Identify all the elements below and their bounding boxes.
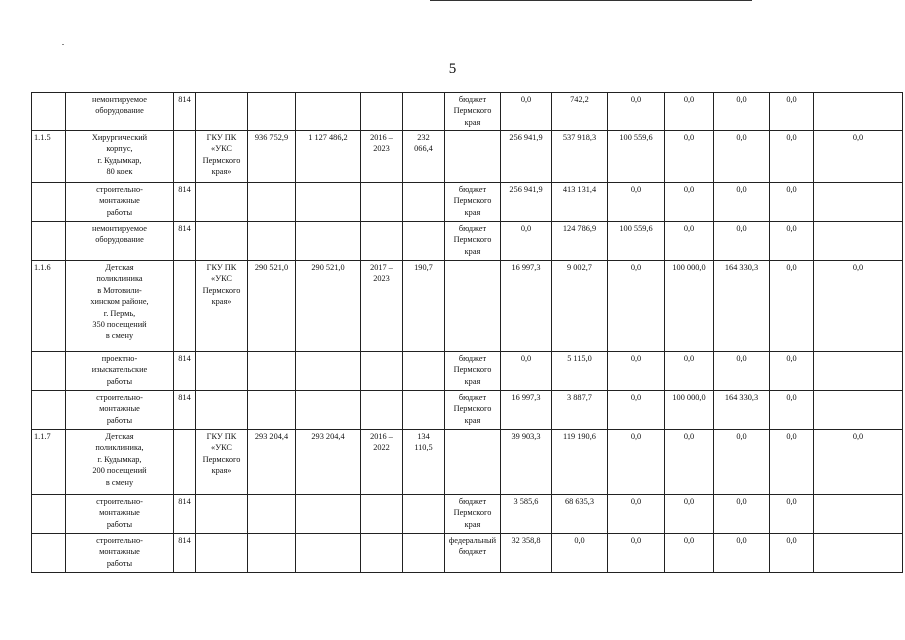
table-row-subitem [32,534,903,573]
cell-value-year-2: 9 002,7 [552,261,608,352]
cell-funding-source: бюджет Пермского края [445,222,501,261]
cell-value-year-5: 0,0 [714,93,770,131]
cell-value-year-3: 0,0 [608,495,665,534]
table-row-subitem [32,352,903,391]
cell-remaining [403,222,445,261]
cell-cost-with-vat: 290 521,0 [296,261,361,352]
cell-item-number: 1.1.6 [32,261,66,352]
cell-value-year-1: 0,0 [501,222,552,261]
cell-value-year-2: 119 190,6 [552,430,608,495]
cell-value-year-4: 100 000,0 [665,391,714,430]
cell-value-year-3: 0,0 [608,183,665,222]
cell-value-year-5: 0,0 [714,495,770,534]
cell-cost-with-vat [296,93,361,131]
cell-customer [196,352,248,391]
cell-value-total [814,495,903,534]
cell-cost-with-vat [296,391,361,430]
cell-period [361,534,403,573]
table-row-subitem [32,222,903,261]
cell-value-year-2: 68 635,3 [552,495,608,534]
cell-value-year-4: 0,0 [665,430,714,495]
header-rule [430,0,752,1]
cell-estimated-cost: 936 752,9 [248,131,296,183]
cell-value-total [814,183,903,222]
cell-grbs-code: 814 [174,183,196,222]
cell-value-year-3: 100 559,6 [608,222,665,261]
cell-estimated-cost: 293 204,4 [248,430,296,495]
cell-value-year-3: 100 559,6 [608,131,665,183]
cell-object-name: немонтируемое оборудование [66,222,174,261]
cell-item-number: 1.1.5 [32,131,66,183]
cell-value-total [814,222,903,261]
cell-item-number [32,352,66,391]
cell-value-year-2: 5 115,0 [552,352,608,391]
cell-value-year-4: 0,0 [665,93,714,131]
cell-remaining [403,352,445,391]
table-row-object [32,261,903,352]
cell-item-number: 1.1.7 [32,430,66,495]
cell-value-year-1: 16 997,3 [501,261,552,352]
table-row-object [32,430,903,495]
cell-value-year-3: 0,0 [608,430,665,495]
cell-period [361,93,403,131]
cell-value-year-1: 256 941,9 [501,183,552,222]
cell-value-year-3: 0,0 [608,391,665,430]
cell-grbs-code [174,261,196,352]
cell-value-year-6: 0,0 [770,131,814,183]
cell-value-total: 0,0 [814,430,903,495]
cell-remaining: 232 066,4 [403,131,445,183]
cell-value-year-1: 32 358,8 [501,534,552,573]
cell-cost-with-vat [296,222,361,261]
page-number: 5 [448,61,457,77]
cell-grbs-code [174,131,196,183]
cell-period [361,391,403,430]
cell-value-year-5: 164 330,3 [714,261,770,352]
cell-funding-source [445,131,501,183]
table-row-object [32,131,903,183]
cell-value-year-4: 100 000,0 [665,261,714,352]
cell-object-name: строительно- монтажные работы [66,534,174,573]
cell-value-year-1: 256 941,9 [501,131,552,183]
cell-value-year-6: 0,0 [770,391,814,430]
cell-value-year-6: 0,0 [770,261,814,352]
cell-funding-source: бюджет Пермского края [445,495,501,534]
cell-period [361,183,403,222]
cell-item-number [32,183,66,222]
cell-period: 2016 – 2022 [361,430,403,495]
cell-value-year-6: 0,0 [770,93,814,131]
cell-item-number [32,222,66,261]
cell-value-year-5: 0,0 [714,183,770,222]
cell-value-year-2: 124 786,9 [552,222,608,261]
cell-value-year-5: 0,0 [714,352,770,391]
cell-funding-source [445,430,501,495]
cell-object-name: Хирургический корпус, г. Кудымкар, 80 коек [66,131,174,183]
cell-value-year-6: 0,0 [770,495,814,534]
cell-remaining [403,93,445,131]
cell-period [361,352,403,391]
cell-estimated-cost: 290 521,0 [248,261,296,352]
cell-customer: ГКУ ПК «УКС Пермского края» [196,131,248,183]
table-row-subitem [32,495,903,534]
cell-customer [196,495,248,534]
cell-estimated-cost [248,495,296,534]
cell-remaining [403,183,445,222]
cell-grbs-code: 814 [174,222,196,261]
cell-value-year-3: 0,0 [608,261,665,352]
cell-object-name: Детская поликлиника, г. Кудымкар, 200 посещений в смену [66,430,174,495]
cell-value-year-5: 0,0 [714,534,770,573]
cell-remaining [403,391,445,430]
cell-value-year-5: 0,0 [714,131,770,183]
cell-value-year-1: 0,0 [501,93,552,131]
cell-value-total [814,352,903,391]
cell-value-year-4: 0,0 [665,131,714,183]
cell-estimated-cost [248,352,296,391]
cell-object-name: строительно- монтажные работы [66,495,174,534]
cell-cost-with-vat [296,534,361,573]
cell-item-number [32,93,66,131]
cell-value-year-2: 537 918,3 [552,131,608,183]
cell-remaining [403,534,445,573]
cell-funding-source: бюджет Пермского края [445,391,501,430]
cell-customer [196,534,248,573]
cell-value-year-5: 0,0 [714,222,770,261]
cell-grbs-code: 814 [174,352,196,391]
cell-value-year-2: 413 131,4 [552,183,608,222]
cell-grbs-code: 814 [174,495,196,534]
cell-remaining: 134 110,5 [403,430,445,495]
cell-estimated-cost [248,534,296,573]
cell-value-year-4: 0,0 [665,352,714,391]
scan-speck [62,44,64,45]
cell-period [361,495,403,534]
cell-value-year-3: 0,0 [608,534,665,573]
cell-value-year-2: 0,0 [552,534,608,573]
cell-customer [196,183,248,222]
cell-value-year-4: 0,0 [665,534,714,573]
cell-estimated-cost [248,93,296,131]
cell-remaining [403,495,445,534]
table-row-subitem [32,183,903,222]
cell-funding-source: федеральный бюджет [445,534,501,573]
cell-object-name: Детская поликлиника в Мотовили- хинском районе, г. Пермь, 350 посещений в смену [66,261,174,352]
cell-value-year-6: 0,0 [770,352,814,391]
cell-remaining: 190,7 [403,261,445,352]
table-row-subitem [32,391,903,430]
cell-value-year-2: 742,2 [552,93,608,131]
cell-estimated-cost [248,183,296,222]
table-row-subitem [32,93,903,131]
cell-item-number [32,391,66,430]
cell-value-year-6: 0,0 [770,222,814,261]
cell-cost-with-vat: 293 204,4 [296,430,361,495]
cell-value-year-6: 0,0 [770,430,814,495]
cell-cost-with-vat [296,183,361,222]
cell-object-name: проектно- изыскательские работы [66,352,174,391]
cell-funding-source: бюджет Пермского края [445,183,501,222]
cell-value-year-1: 0,0 [501,352,552,391]
cell-customer: ГКУ ПК «УКС Пермского края» [196,261,248,352]
cell-value-year-4: 0,0 [665,183,714,222]
cell-grbs-code [174,430,196,495]
cell-value-year-6: 0,0 [770,183,814,222]
cell-value-year-1: 16 997,3 [501,391,552,430]
cell-object-name: строительно- монтажные работы [66,391,174,430]
cell-value-year-3: 0,0 [608,352,665,391]
objects-table [31,92,903,573]
cell-value-year-1: 3 585,6 [501,495,552,534]
cell-cost-with-vat: 1 127 486,2 [296,131,361,183]
cell-customer [196,222,248,261]
cell-value-total [814,534,903,573]
cell-value-year-1: 39 903,3 [501,430,552,495]
cell-item-number [32,495,66,534]
cell-value-total [814,391,903,430]
cell-object-name: немонтируемое оборудование [66,93,174,131]
cell-value-total [814,93,903,131]
cell-customer [196,391,248,430]
cell-cost-with-vat [296,495,361,534]
cell-object-name: строительно- монтажные работы [66,183,174,222]
cell-period: 2017 – 2023 [361,261,403,352]
cell-value-year-6: 0,0 [770,534,814,573]
cell-period [361,222,403,261]
cell-value-year-4: 0,0 [665,222,714,261]
cell-customer: ГКУ ПК «УКС Пермского края» [196,430,248,495]
cell-value-year-3: 0,0 [608,93,665,131]
cell-value-year-2: 3 887,7 [552,391,608,430]
cell-grbs-code: 814 [174,391,196,430]
table-body [32,93,903,573]
cell-value-year-4: 0,0 [665,495,714,534]
cell-value-year-5: 164 330,3 [714,391,770,430]
cell-value-year-5: 0,0 [714,430,770,495]
cell-funding-source: бюджет Пермского края [445,352,501,391]
cell-estimated-cost [248,391,296,430]
cell-estimated-cost [248,222,296,261]
cell-period: 2016 – 2023 [361,131,403,183]
cell-grbs-code: 814 [174,534,196,573]
cell-value-total: 0,0 [814,261,903,352]
cell-funding-source [445,261,501,352]
cell-customer [196,93,248,131]
cell-grbs-code: 814 [174,93,196,131]
cell-funding-source: бюджет Пермского края [445,93,501,131]
cell-value-total: 0,0 [814,131,903,183]
cell-item-number [32,534,66,573]
cell-cost-with-vat [296,352,361,391]
